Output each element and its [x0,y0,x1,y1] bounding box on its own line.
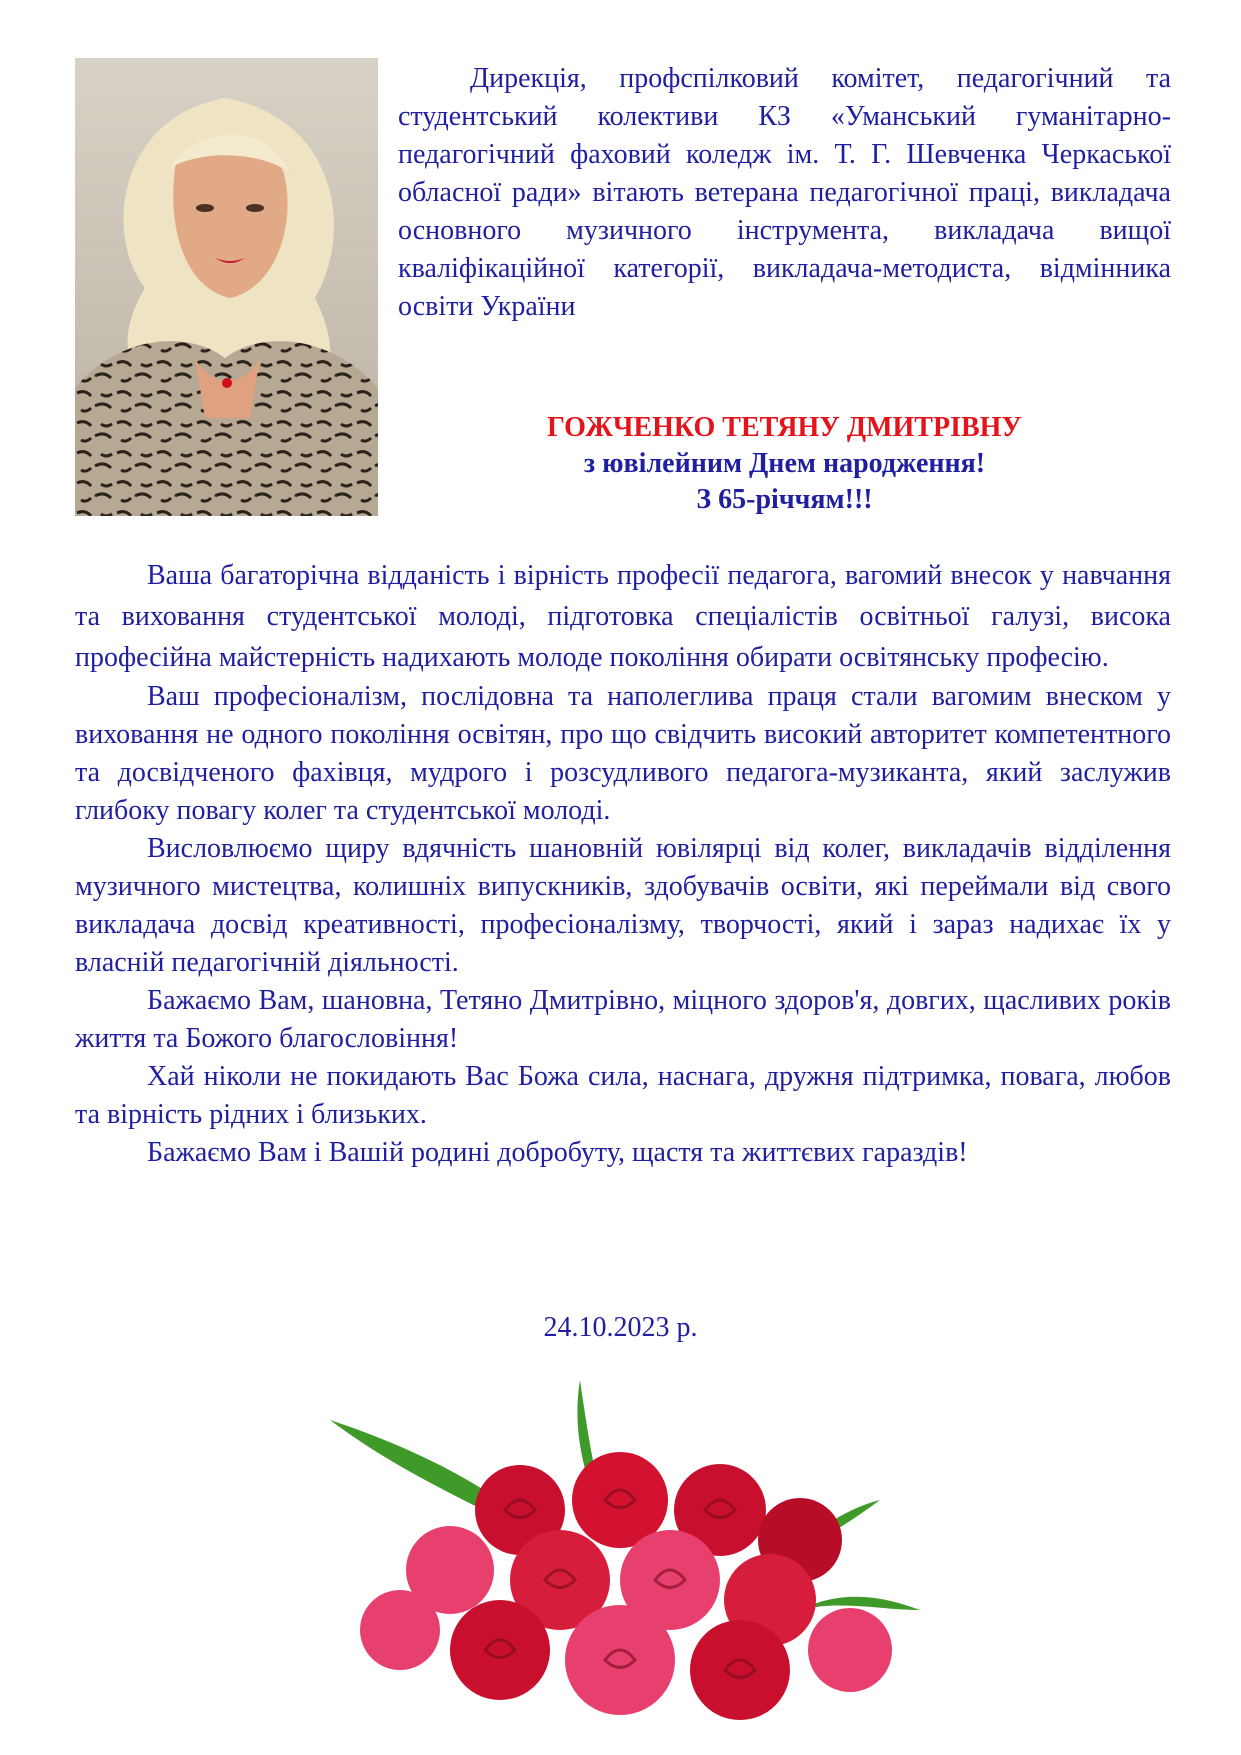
date: 24.10.2023 р. [543,1312,698,1343]
intro-paragraph: Дирекція, профспілковий комітет, педагогічний та студентський колективи КЗ «Уманський гуманітарно-педагогічний фаховий коледж ім. Т. Г. Шевченка Черкаської обласної ради» вітають ветерана педагогічної праці, викладача основного музичного інструмента, викладача вищої кваліфікаційної категорії, викладача-методиста, відмінника освіти України [398,63,1171,322]
anniversary-line: З 65-річчям!!! [696,484,873,515]
greeting-body [75,555,1171,1172]
portrait-photo [75,58,378,516]
roses-illustration [320,1380,940,1740]
paragraph: Ваша багаторічна відданість і вірність професії педагога, вагомий внесок у навчання та виховання студентської молоді, підготовка спеціалістів освітньої галузі, висока професійна майстерність надихають молоде покоління обирати освітянську професію. [75,560,1171,673]
roses-bouquet-image [320,1380,940,1740]
portrait-image [75,58,378,516]
paragraph: Бажаємо Вам і Вашій родині добробуту, щастя та життєвих гараздів! [147,1137,968,1168]
paragraph: Ваш професіоналізм, послідовна та наполеглива праця стали вагомим внеском у виховання не одного покоління освітян, про що свідчить високий авторитет компетентного та досвідченого фахівця, мудрого і розсудливого педагога-музиканта, який заслужив глибоку повагу колег та студентської молоді. [75,681,1171,826]
honoree-name: ГОЖЧЕНКО ТЕТЯНУ ДМИТРІВНУ [547,412,1022,443]
paragraph: Висловлюємо щиру вдячність шановній ювілярці від колег, викладачів відділення музичного мистецтва, колишніх випускників, здобувачів освіти, які переймали від свого викладача досвід креативності, професіоналізму, творчості, який і зараз надихає їх у власній педагогічній діяльності. [75,833,1171,978]
honoree-block [398,410,1171,518]
paragraph: Хай ніколи не покидають Вас Божа сила, наснага, дружня підтримка, повага, любов та вірність рідних і близьких. [75,1061,1171,1130]
greeting-line: з ювілейним Днем народження! [583,448,986,479]
paragraph: Бажаємо Вам, шановна, Тетяно Дмитрівно, міцного здоров'я, довгих, щасливих років життя та Божого благословіння! [75,985,1171,1054]
